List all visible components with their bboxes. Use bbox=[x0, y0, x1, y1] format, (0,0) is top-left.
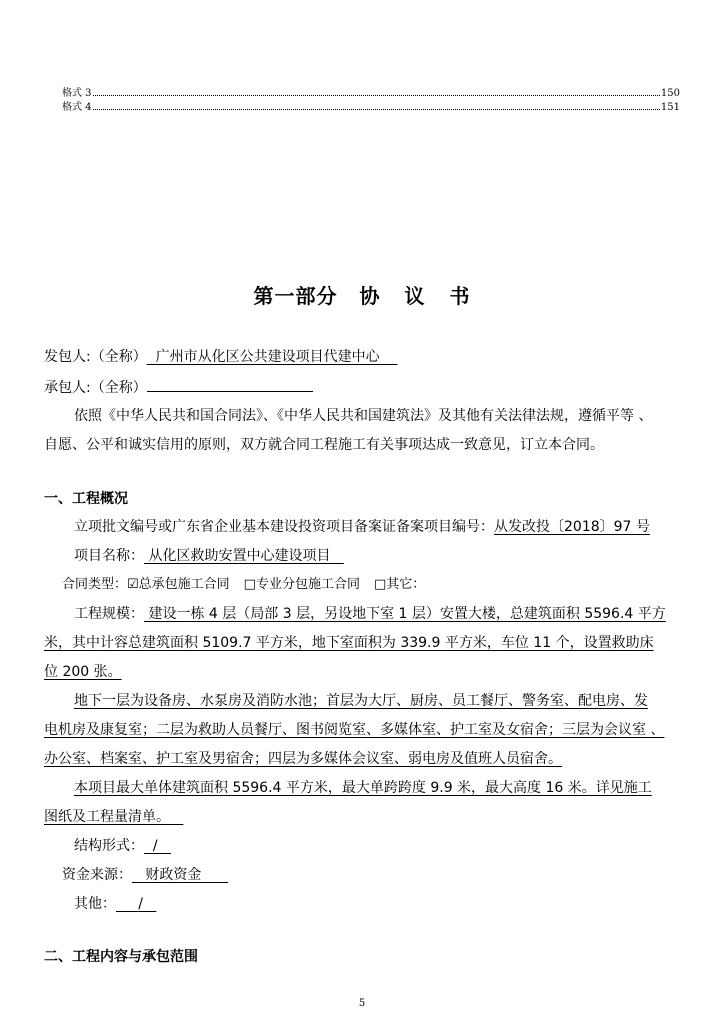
preamble-line: 依照《中华人民共和国合同法》、《中华人民共和国建筑法》及其他有关法律法规，遵循平等 、 bbox=[74, 408, 653, 424]
approval-value: 从发改投〔2018〕97 号 bbox=[494, 519, 650, 535]
contract-type-label: 合同类型： bbox=[62, 577, 128, 592]
scale-label: 工程规模： bbox=[74, 606, 144, 622]
scale-text-cont: 米，其中计容总建筑面积 5109.7 平方米，地下室面积为 339.9 平方米，车位 11 个，设置救助床 bbox=[44, 635, 654, 651]
contract-type-line bbox=[62, 576, 425, 594]
contractor-label: 承包人:（全称） bbox=[44, 380, 147, 396]
toc-entry[interactable] bbox=[62, 100, 680, 113]
employer-line bbox=[44, 348, 397, 366]
funding-line bbox=[62, 866, 228, 884]
approval-line bbox=[74, 518, 650, 536]
employer-label: 发包人:（全称） bbox=[44, 349, 147, 365]
max-size-text: 本项目最大单体建筑面积 5596.4 平方米，最大单跨跨度 9.9 米，最大高度 16 米。详见施工 bbox=[74, 780, 652, 796]
contract-type-option-other[interactable]: □其它： bbox=[373, 577, 426, 592]
funding-label: 资金来源： bbox=[62, 867, 132, 883]
structure-value: / bbox=[152, 838, 158, 854]
contractor-blank bbox=[147, 377, 313, 392]
other-value: / bbox=[138, 896, 143, 912]
floors-text-cont: 办公室、档案室、护工室及男宿舍；四层为多媒体会议室、弱电房及值班人员宿舍。 bbox=[44, 751, 562, 767]
floors-text: 地下一层为设备房、水泵房及消防水池；首层为大厅、厨房、员工餐厅、警务室、配电房、发 bbox=[74, 693, 648, 709]
title-char: 协 bbox=[359, 284, 381, 308]
toc-entry-label: 格式 3 bbox=[62, 88, 92, 99]
title-char: 书 bbox=[449, 284, 471, 308]
preamble-line: 自愿、公平和诚实信用的原则，双方就合同工程施工有关事项达成一致意见，订立本合同。 bbox=[44, 437, 604, 453]
project-name-line bbox=[74, 547, 344, 565]
max-size-text-cont: 图纸及工程量清单。 bbox=[44, 809, 170, 825]
contract-type-option-general[interactable]: ☑总承包施工合同 bbox=[127, 577, 230, 592]
funding-value: 财政资金 bbox=[145, 867, 202, 883]
section-heading: 二、工程内容与承包范围 bbox=[44, 949, 198, 965]
scale-text: 建设一栋 4 层（局部 3 层，另设地下室 1 层）安置大楼，总建筑面积 5596.4 平方 bbox=[148, 606, 666, 622]
toc-entry-label: 格式 4 bbox=[62, 102, 92, 113]
title-part: 第一部分 bbox=[253, 284, 338, 308]
approval-label: 立项批文编号或广东省企业基本建设投资项目备案证备案项目编号： bbox=[74, 519, 494, 535]
toc-entry-page: 150 bbox=[660, 88, 680, 99]
toc-leader-dots bbox=[93, 108, 660, 110]
toc-leader-dots bbox=[93, 94, 660, 96]
project-name-label: 项目名称： bbox=[74, 548, 144, 564]
title-char: 议 bbox=[404, 284, 426, 308]
toc-entry[interactable] bbox=[62, 86, 680, 99]
section-heading: 一、工程概况 bbox=[44, 491, 128, 507]
structure-line bbox=[74, 837, 171, 855]
employer-value: 广州市从化区公共建设项目代建中心 bbox=[155, 349, 380, 365]
scale-line bbox=[74, 605, 666, 623]
floors-text-cont: 电机房及康复室；二层为救助人员餐厅、图书阅览室、多媒体室、护工室及女宿舍；三层为会议室 、 bbox=[44, 722, 665, 738]
structure-label: 结构形式： bbox=[74, 838, 144, 854]
toc-entry-page: 151 bbox=[660, 102, 680, 113]
other-label: 其他： bbox=[74, 896, 116, 912]
project-name-value: 从化区救助安置中心建设项目 bbox=[148, 548, 331, 564]
page-number: 5 bbox=[358, 998, 366, 1009]
page-title bbox=[0, 280, 724, 309]
scale-text-cont: 位 200 张。 bbox=[44, 664, 122, 680]
contractor-line bbox=[44, 377, 313, 397]
contract-type-option-subcontract[interactable]: □专业分包施工合同 bbox=[243, 577, 360, 592]
other-line bbox=[74, 895, 156, 913]
